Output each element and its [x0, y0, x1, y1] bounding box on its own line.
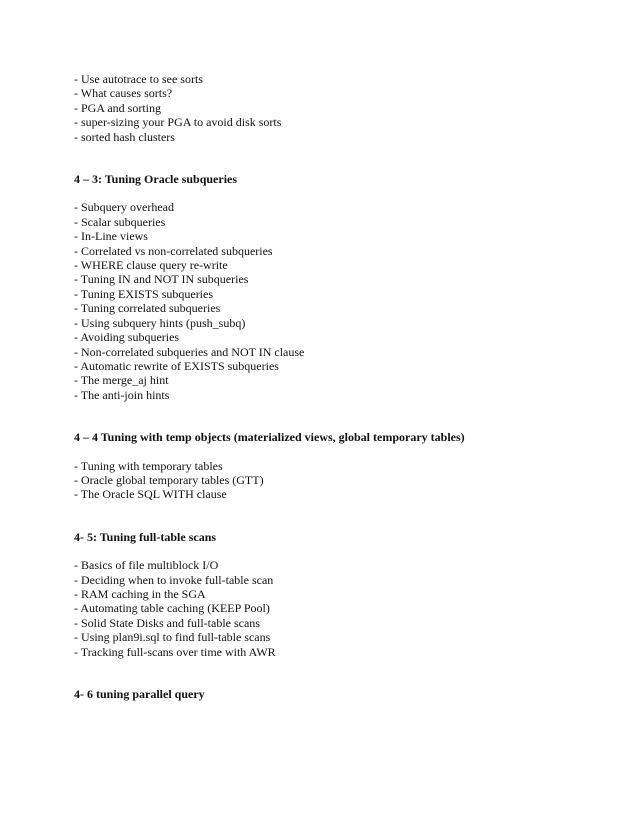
list-item: - The Oracle SQL WITH clause: [74, 487, 227, 502]
document-page: [74, 72, 574, 701]
section-heading: 4- 6 tuning parallel query: [74, 687, 205, 701]
list-item: - Tuning EXISTS subqueries: [74, 286, 214, 301]
list-item: - The merge_aj hint: [74, 373, 169, 388]
list-item: - Non-correlated subqueries and NOT IN clause: [74, 344, 305, 359]
list-item: - RAM caching in the SGA: [74, 586, 206, 601]
list-item: - In-Line views: [74, 229, 148, 244]
list-item: - Tracking full-scans over time with AWR: [74, 644, 276, 659]
list-item: - Tuning with temporary tables: [74, 458, 223, 473]
section-sorting: [74, 72, 574, 144]
list-item: - Basics of file multiblock I/O: [74, 558, 219, 573]
list-item: - super-sizing your PGA to avoid disk sorts: [74, 115, 282, 130]
list-item: - Automatic rewrite of EXISTS subqueries: [74, 358, 279, 373]
section-full-table-scans: [74, 530, 574, 659]
section-heading: 4- 5: Tuning full-table scans: [74, 529, 217, 544]
list-item: - Scalar subqueries: [74, 214, 166, 229]
list-item: - Subquery overhead: [74, 200, 174, 215]
list-item: - Deciding when to invoke full-table scan: [74, 572, 274, 587]
list-item: - Avoiding subqueries: [74, 330, 180, 345]
section-heading: 4 – 4 Tuning with temp objects (materialized views, global temporary tables): [74, 430, 465, 445]
list-item: - The anti-join hints: [74, 387, 170, 402]
list-item: - Oracle global temporary tables (GTT): [74, 472, 264, 487]
section-temp-objects: [74, 430, 574, 502]
list-item: - PGA and sorting: [74, 100, 161, 115]
list-item: - WHERE clause query re-write: [74, 258, 228, 273]
list-item: - Using plan9i.sql to find full-table scans: [74, 630, 271, 645]
list-item: - Tuning IN and NOT IN subqueries: [74, 272, 249, 287]
list-item: - What causes sorts?: [74, 86, 173, 101]
list-item: - Solid State Disks and full-table scans: [74, 615, 260, 630]
list-item: - Automating table caching (KEEP Pool): [74, 601, 270, 616]
list-item: - Use autotrace to see sorts: [74, 72, 203, 86]
list-item: - Using subquery hints (push_subq): [74, 315, 246, 330]
section-subqueries: [74, 172, 574, 402]
list-item: - sorted hash clusters: [74, 129, 175, 144]
section-heading: 4 – 3: Tuning Oracle subqueries: [74, 172, 238, 187]
section-parallel-query: [74, 687, 574, 701]
list-item: - Tuning correlated subqueries: [74, 301, 221, 316]
list-item: - Correlated vs non-correlated subqueries: [74, 243, 273, 258]
